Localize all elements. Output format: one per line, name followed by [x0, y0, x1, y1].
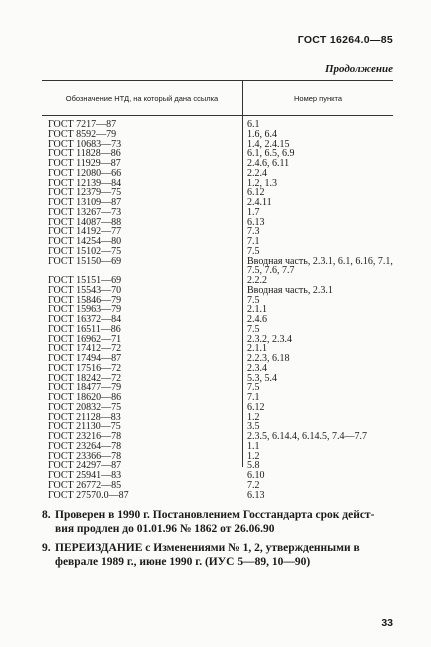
clause-numbers: 7.5: [247, 323, 260, 335]
clause-numbers: 7.5: [247, 245, 260, 257]
clause-numbers: 2.4.6: [247, 314, 267, 325]
clause-numbers: 7.3: [247, 226, 260, 238]
clause-numbers: Вводная часть, 2.3.1, 6.1, 6.16, 7.1,: [247, 255, 393, 267]
clause-numbers: 2.4.6, 6.11: [247, 158, 290, 169]
clause-numbers: 6.13: [247, 489, 265, 501]
note-9: [42, 541, 392, 569]
document-reference: ГОСТ 15102—75: [48, 245, 122, 257]
document-reference: ГОСТ 23264—78: [48, 440, 122, 452]
clause-numbers: 6.10: [247, 470, 265, 481]
clause-numbers: Вводная часть, 2.3.1: [247, 284, 333, 296]
clause-numbers: 2.4.11: [247, 197, 272, 208]
note-8-line-1: Проверен в 1990 г. Постановлением Госстандарта срок дейст-: [55, 509, 375, 521]
clause-numbers: 1.2: [247, 450, 260, 462]
column-header-document: Обозначение НТД, на который дана ссылка: [42, 81, 243, 115]
document-reference: ГОСТ 16962—71: [48, 333, 122, 345]
note-8: [42, 508, 392, 536]
document-reference: ГОСТ 14087—88: [48, 216, 122, 228]
note-9-line-1: ПЕРЕИЗДАНИЕ с Изменениями № 1, 2, утвержденными в: [55, 542, 360, 554]
clause-numbers: 2.1.1: [247, 343, 267, 355]
note-8-number: 8.: [42, 509, 51, 521]
document-reference: ГОСТ 17494—87: [48, 353, 122, 364]
document-reference: ГОСТ 18477—79: [48, 382, 122, 394]
clause-numbers: 7.2: [247, 479, 260, 491]
document-reference: ГОСТ 15963—79: [48, 304, 122, 316]
note-9-line-2: феврале 1989 г., июне 1990 г. (ИУС 5—89, 10—90): [55, 556, 311, 568]
clause-numbers: 1.1: [247, 440, 260, 452]
clause-numbers: 2.2.2: [247, 275, 267, 286]
reference-table: [42, 80, 393, 500]
clause-numbers: 2.3.4: [247, 362, 267, 374]
clause-numbers: 6.1: [247, 119, 260, 130]
document-reference: ГОСТ 11929—87: [48, 158, 121, 169]
table-row: [42, 257, 393, 267]
clause-numbers: 6.1, 6.5, 6.9: [247, 148, 295, 160]
clause-numbers: 5.8: [247, 460, 260, 472]
document-reference: ГОСТ 24297—87: [48, 460, 122, 472]
clause-numbers: 6.13: [247, 216, 265, 228]
document-reference: ГОСТ 16372—84: [48, 314, 122, 325]
document-reference: ГОСТ 17516—72: [48, 362, 122, 374]
document-reference: ГОСТ 8592—79: [48, 128, 117, 140]
document-reference: ГОСТ 20832—75: [48, 401, 122, 413]
clause-numbers: 1.2: [247, 411, 260, 423]
table-body: [42, 116, 393, 500]
document-reference: ГОСТ 14192—77: [48, 226, 122, 238]
clause-numbers: 6.12: [247, 187, 265, 199]
clause-numbers: 2.2.4: [247, 167, 267, 179]
clause-numbers: 7.5, 7.6, 7.7: [247, 265, 295, 277]
document-reference: ГОСТ 16511—86: [48, 323, 121, 335]
clause-numbers: 1.2, 1.3: [247, 177, 277, 189]
document-reference: ГОСТ 13267—73: [48, 206, 122, 218]
clause-numbers: 7.5: [247, 382, 260, 394]
document-reference: ГОСТ 21128—83: [48, 411, 121, 423]
note-8-line-2: вия продлен до 01.01.96 № 1862 от 26.06.90: [55, 523, 275, 535]
page-number: 33: [381, 617, 393, 629]
document-reference: ГОСТ 12080—66: [48, 167, 122, 179]
clause-numbers: 2.3.2, 2.3.4: [247, 333, 292, 345]
document-reference: ГОСТ 15151—69: [48, 275, 122, 286]
clause-numbers: 6.12: [247, 401, 265, 413]
clause-numbers: 1.6, 6.4: [247, 128, 277, 140]
clause-numbers: 3.5: [247, 421, 260, 433]
clause-numbers: 7.5: [247, 294, 260, 306]
clause-numbers: 2.3.5, 6.14.4, 6.14.5, 7.4—7.7: [247, 431, 367, 442]
document-reference: ГОСТ 12379—75: [48, 187, 122, 199]
document-reference: ГОСТ 26772—85: [48, 479, 122, 491]
document-reference: ГОСТ 18242—72: [48, 372, 122, 384]
table-header: [42, 80, 393, 116]
clause-numbers: 7.1: [247, 392, 260, 403]
clause-numbers: 1.7: [247, 206, 260, 218]
standard-number: ГОСТ 16264.0—85: [297, 34, 393, 46]
note-9-number: 9.: [42, 542, 51, 554]
clause-numbers: 2.1.1: [247, 304, 267, 316]
document-reference: ГОСТ 13109—87: [48, 197, 122, 208]
document-reference: ГОСТ 25941—83: [48, 470, 122, 481]
document-reference: ГОСТ 10683—73: [48, 138, 122, 150]
document-reference: ГОСТ 7217—87: [48, 119, 117, 130]
document-reference: ГОСТ 18620—86: [48, 392, 122, 403]
document-reference: ГОСТ 15543—70: [48, 284, 122, 296]
document-reference: ГОСТ 15150—69: [48, 255, 122, 267]
document-reference: ГОСТ 17412—72: [48, 343, 122, 355]
clause-numbers: 1.4, 2.4.15: [247, 138, 290, 150]
clause-numbers: 5.3, 5.4: [247, 372, 277, 384]
column-header-item: Номер пункта: [293, 93, 342, 103]
document-reference: ГОСТ 15846—79: [48, 294, 122, 306]
continuation-label: Продолжение: [324, 63, 393, 75]
document-reference: ГОСТ 21130—75: [48, 421, 121, 433]
clause-numbers: 2.2.3, 6.18: [247, 353, 290, 364]
document-reference: ГОСТ 14254—80: [48, 236, 122, 247]
document-reference: ГОСТ 23366—78: [48, 450, 122, 462]
document-reference: ГОСТ 12139—84: [48, 177, 122, 189]
document-reference: ГОСТ 11828—86: [48, 148, 121, 160]
document-reference: ГОСТ 27570.0—87: [48, 489, 129, 501]
clause-numbers: 7.1: [247, 236, 260, 247]
table-row: [42, 491, 393, 501]
document-reference: ГОСТ 23216—78: [48, 431, 122, 442]
